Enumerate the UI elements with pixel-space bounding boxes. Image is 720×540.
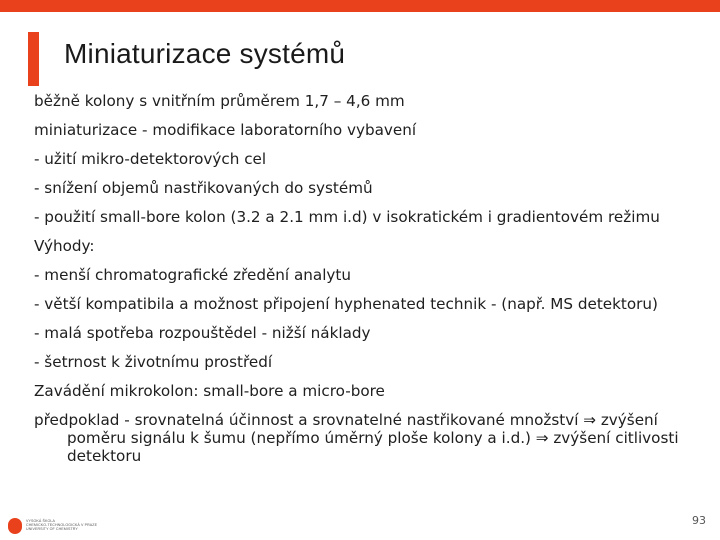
body-line-4: - snížení objemů nastřikovaných do systémů (34, 179, 373, 197)
body-line-12: předpoklad - srovnatelná účinnost a srovnatelné nastřikované množství ⇒ zvýšení poměru signálu k šumu (nepřímo úměrný ploše kolony a i.d.) ⇒ zvýšení citlivosti detektoru (34, 411, 679, 465)
body-line-1: běžně kolony s vnitřním průměrem 1,7 – 4,6 mm (34, 92, 405, 110)
body-line-9: - malá spotřeba rozpouštědel - nižší náklady (34, 324, 371, 342)
top-accent-bar (0, 0, 720, 12)
logo-text-line-1: VYSOKÁ ŠKOLA (26, 519, 55, 523)
logo-text-line-3: UNIVERSITY OF CHEMISTRY (26, 527, 78, 532)
flame-logo-icon (8, 518, 22, 534)
body-line-10: - šetrnost k životnímu prostředí (34, 353, 273, 371)
logo-text (26, 519, 126, 532)
body-line-7: - menší chromatografické zředění analytu (34, 266, 352, 284)
body-line-8: - větší kompatibila a možnost připojení hyphenated technik - (např. MS detektoru) (34, 295, 658, 313)
body-line-2: miniaturizace - modifikace laboratorního vybavení (34, 121, 417, 139)
page-number: 93 (692, 514, 706, 527)
body-line-6: Výhody: (34, 237, 95, 255)
body-line-11: Zavádění mikrokolon: small-bore a micro-bore (34, 382, 385, 400)
university-logo (8, 516, 128, 536)
body-line-5: - použití small-bore kolon (3.2 a 2.1 mm i.d) v isokratickém i gradientovém režimu (34, 208, 660, 226)
slide-body (34, 92, 714, 476)
title-accent-bar (28, 32, 39, 86)
logo-text-line-2: CHEMICKO-TECHNOLOGICKÁ V PRAZE (26, 523, 98, 528)
body-line-3: - užití mikro-detektorových cel (34, 150, 267, 168)
slide-title: Miniaturizace systémů (64, 38, 346, 69)
